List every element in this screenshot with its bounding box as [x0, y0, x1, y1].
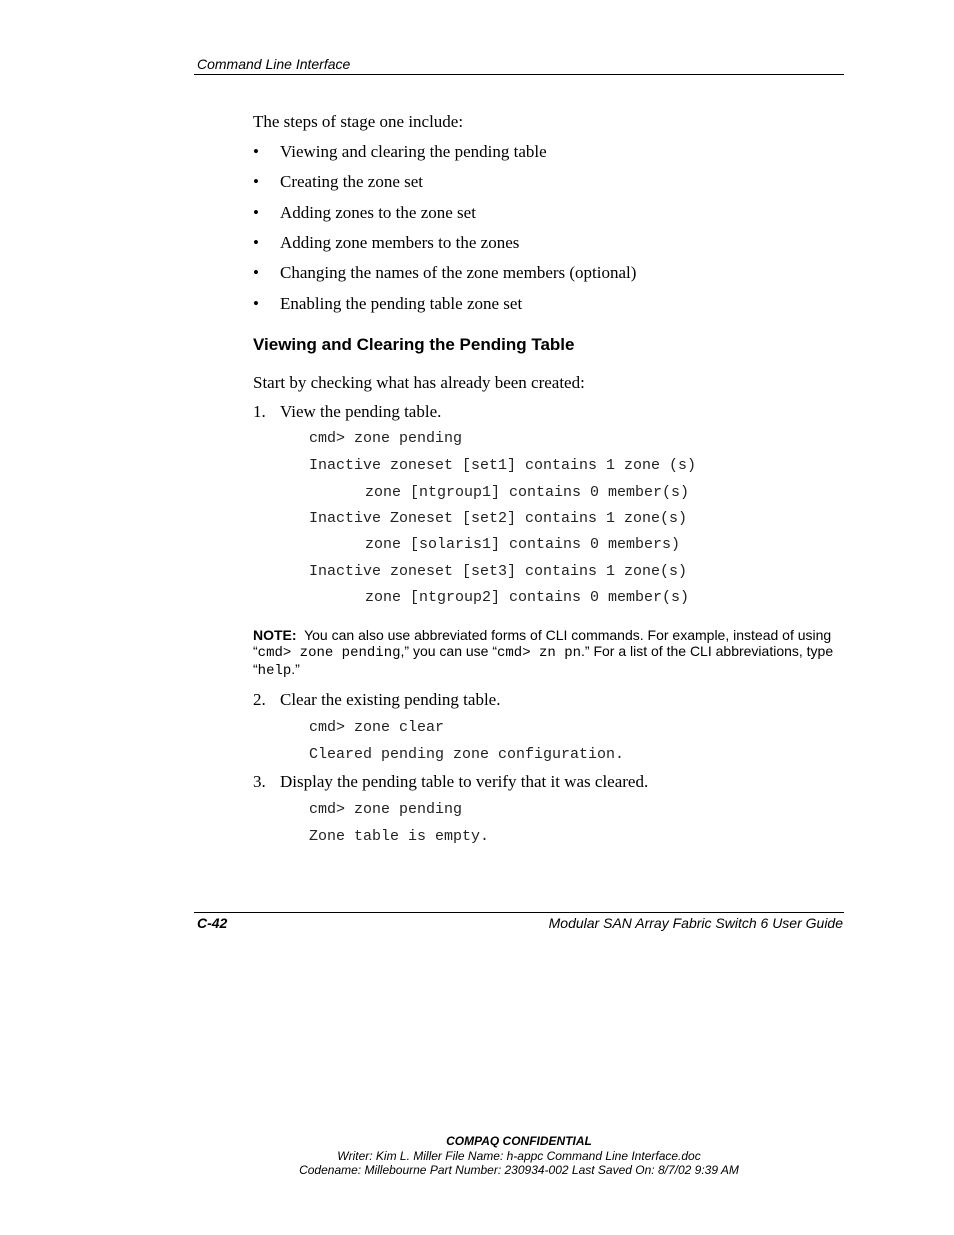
confidential-label: COMPAQ CONFIDENTIAL	[446, 1134, 592, 1148]
bullet-glyph: •	[253, 263, 259, 282]
note-block	[253, 627, 843, 679]
note-code: help	[257, 663, 292, 679]
bullet-glyph: •	[253, 142, 259, 161]
code-line: Inactive Zoneset [set2] contains 1 zone(s)	[309, 510, 688, 527]
code-line: Inactive zoneset [set1] contains 1 zone (s)	[309, 457, 697, 474]
bullet-glyph: •	[253, 294, 259, 313]
code-line: Inactive zoneset [set3] contains 1 zone(s)	[309, 563, 688, 580]
note-text: ,” you can use “	[400, 643, 497, 659]
header-rule	[194, 74, 844, 75]
note-code: cmd> zn pn	[497, 645, 582, 661]
code-line: Cleared pending zone configuration.	[309, 746, 625, 763]
bullet-item: Creating the zone set	[280, 172, 424, 191]
step-text: View the pending table.	[280, 402, 442, 421]
bullet-glyph: •	[253, 172, 259, 191]
section-heading: Viewing and Clearing the Pending Table	[253, 335, 575, 354]
note-text: You can also use abbreviated forms of CLI commands. For example, instead of using	[304, 627, 832, 643]
note-text: “	[253, 643, 258, 659]
footer-rule	[194, 912, 844, 913]
code-line: cmd> zone pending	[309, 801, 463, 818]
step-number: 3.	[253, 772, 266, 791]
bullet-item: Adding zones to the zone set	[280, 203, 476, 222]
note-code: cmd> zone pending	[257, 645, 401, 661]
code-line: cmd> zone clear	[309, 719, 445, 736]
note-label: NOTE:	[253, 627, 297, 643]
bullet-item: Adding zone members to the zones	[280, 233, 520, 252]
step-text: Display the pending table to verify that it was cleared.	[280, 772, 649, 791]
page-number: C-42	[197, 915, 228, 931]
code-line: zone [ntgroup2] contains 0 member(s)	[365, 589, 690, 606]
code-line: zone [solaris1] contains 0 members)	[365, 536, 681, 553]
bullet-item: Changing the names of the zone members (optional)	[280, 263, 637, 282]
step-text: Clear the existing pending table.	[280, 690, 501, 709]
intro-text: The steps of stage one include:	[253, 112, 464, 131]
guide-title: Modular SAN Array Fabric Switch 6 User Guide	[548, 915, 843, 931]
step-number: 1.	[253, 402, 266, 421]
section-intro: Start by checking what has already been created:	[253, 373, 585, 392]
code-line: cmd> zone pending	[309, 430, 463, 447]
bullet-item: Viewing and clearing the pending table	[280, 142, 547, 161]
code-line: zone [ntgroup1] contains 0 member(s)	[365, 484, 690, 501]
bullet-item: Enabling the pending table zone set	[280, 294, 523, 313]
step-number: 2.	[253, 690, 266, 709]
bullet-glyph: •	[253, 233, 259, 252]
note-text: .” For a list of the CLI abbreviations, type “	[253, 643, 834, 677]
code-line: Zone table is empty.	[309, 828, 490, 845]
writer-line: Writer: Kim L. Miller File Name: h-appc Command Line Interface.doc	[337, 1149, 701, 1163]
note-text: .”	[291, 661, 300, 677]
running-header: Command Line Interface	[197, 56, 351, 72]
codename-line: Codename: Millebourne Part Number: 230934-002 Last Saved On: 8/7/02 9:39 AM	[299, 1163, 739, 1177]
bullet-glyph: •	[253, 203, 259, 222]
